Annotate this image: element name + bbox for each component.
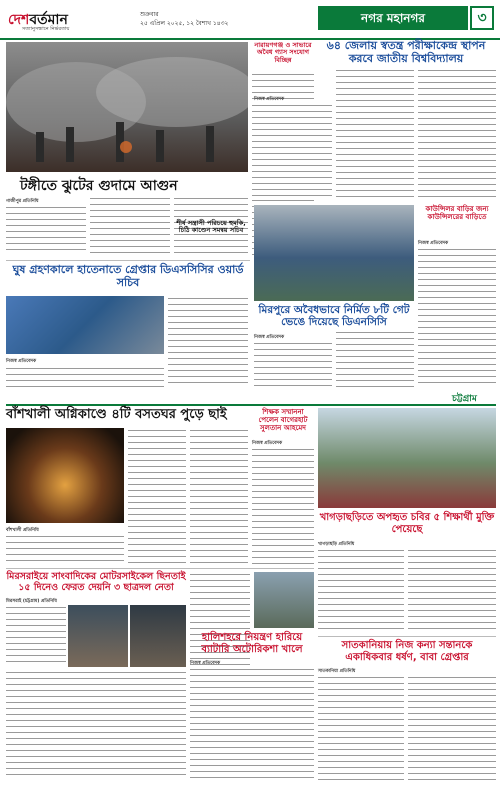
mirsarai-headline: মিরসরাইয়ে সাংবাদিকের মোটরসাইকেল ছিনতাই ১৫ দিনেও ফেরত দেয়নি ৩ ছাত্রদল নেতা [6,571,186,593]
khagrachari-body-col2 [408,548,496,632]
fire-body-col2 [90,196,170,255]
mirpur-body-col3 [418,350,496,388]
mirsarai-photo-2 [130,605,186,667]
exam-byline: নিজস্ব প্রতিবেদক [254,97,285,102]
teacher-byline: নিজস্ব প্রতিবেদক [252,441,283,446]
divider [6,568,314,569]
exam-body-col1 [252,103,332,199]
fire-body-col1 [6,205,86,255]
halishahar-byline: নিজস্ব প্রতিবেদক [190,661,221,666]
satkania-headline: সাতকানিয়ায় নিজ কন্যা সন্তানকে একাধিকবার ধর্ষণ, বাবা গ্রেপ্তার [341,640,473,663]
bribe-body-col2 [168,296,248,388]
page-number: ৩ [470,6,494,30]
mirpur-byline: নিজস্ব প্রতিবেদক [254,335,285,340]
bribe-photo [6,296,164,354]
councilor-body [418,247,496,347]
mirpur-photo [254,205,414,301]
halishahar-headline: হালিশহরে নিয়ন্ত্রণ হারিয়ে ব্যাটারি অটোরিকশা খালে [201,632,303,655]
banshkhali-body [6,534,124,564]
newspaper-logo: দেশবর্তমান [8,12,68,28]
halishahar-photo [254,572,314,628]
banshkhali-headline: বাঁশখালী অগ্নিকাণ্ডে ৪টি বসতঘর পুড়ে ছাই [6,407,227,422]
tagline: সত্যানুসন্ধানে নির্ভরতায় [22,26,70,32]
rickshaw-headline: শীর্ষ সন্ত্রাসী পরিচয়ে হুমকি, চিঠি কাণ্ডেন সমন্বয় সচিব [176,219,246,235]
exam-body-col2 [336,68,414,199]
satkania-body-col1 [318,675,404,780]
mirsarai-photo-1 [68,605,128,667]
fire-byline: গাজীপুর প্রতিনিধি [6,199,39,204]
khagrachari-byline: খাগড়াছড়ি প্রতিনিধি [318,542,355,547]
fire-headline: টঙ্গীতে ঝুটের গুদামে আগুন [20,178,178,194]
exam-body-col3 [418,68,496,199]
mirpur-body-col1 [254,341,332,388]
councilor-byline: নিজস্ব প্রতিবেদক [418,241,449,246]
halishahar-body [190,667,314,780]
section-title: নগর মহানগর [318,6,468,30]
exam-headline: ৬৪ জেলায় স্বতন্ত্র পরীক্ষাকেন্দ্র স্থাপন করবে জাতীয় বিশ্ববিদ্যালয় [326,39,486,65]
bribe-headline: ঘুষ গ্রহণকালে হাতেনাতে গ্রেপ্তার ডিএসসিসির ওয়ার্ড সচিব [12,263,244,289]
bribe-byline: নিজস্ব প্রতিবেদক [6,359,37,364]
chattogram-label: চট্টগ্রাম [452,394,477,404]
divider [6,260,250,261]
teacher-headline: শিক্ষক সম্মাননা পেলেন বাগেরহাট সুলতান আহমেদ [258,408,308,433]
fire-scene-graphic [6,42,248,172]
khagrachari-body-col1 [318,548,404,632]
chattogram-band [6,392,496,406]
councilor-headline: কাউন্সিলর বাড়ির জন্য কাউন্সিলরের বাড়িতে [425,205,489,222]
bribe-body [6,366,164,388]
khagrachari-headline: খাগড়াছড়িতে অপহৃত চবির ৫ শিক্ষার্থী মুক্তি পেয়েছে [319,512,495,535]
dateline: শুক্রবার ২৫ এপ্রিল ২০২৫, ১২ বৈশাখ ১৪৩২ [140,11,229,27]
mirpur-body-col2 [336,330,414,388]
banshkhali-photo [6,428,124,523]
banshkhali-body-col2 [128,428,186,564]
banshkhali-byline: বাঁশখালী প্রতিনিধি [6,528,39,533]
satkania-body-col2 [408,675,496,780]
mirpur-headline: মিরপুরে অবৈধভাবে নির্মিত ৮টি গেট ভেঙে দিয়েছে ডিএনসিসি [258,304,410,329]
mirsarai-body-col2 [6,670,186,780]
fire-photo [6,42,248,172]
gas-headline: নারায়ণগঞ্জ ও সাভারে অবৈধ গ্যাস সংযোগ বিচ্ছিন্ন [254,41,312,64]
khagrachari-photo [318,408,496,508]
mirsarai-body-col1 [6,605,66,665]
teacher-body [252,447,314,564]
divider [318,636,496,637]
satkania-byline: সাতকানিয়া প্রতিনিধি [318,669,356,674]
mirsarai-byline: মিরসরাই (চট্টগ্রাম) প্রতিনিধি [6,599,57,604]
banshkhali-body-col3 [190,428,248,564]
